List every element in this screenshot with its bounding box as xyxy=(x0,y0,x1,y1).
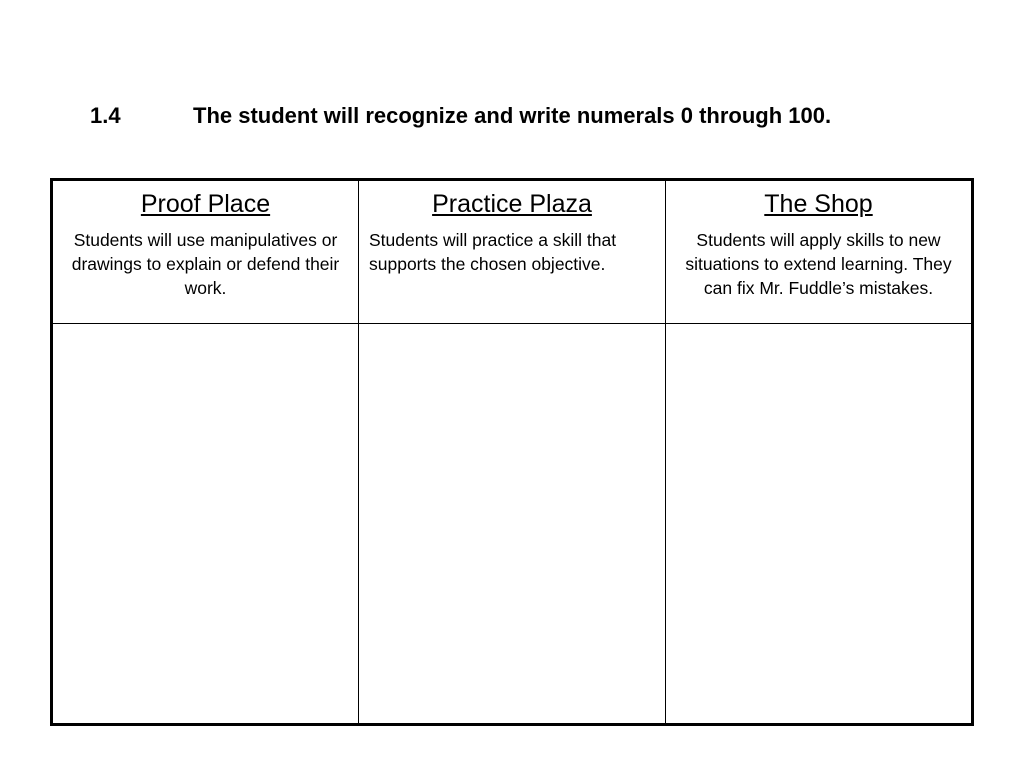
column-header-proof-place xyxy=(52,180,359,324)
empty-cell-proof-place xyxy=(52,324,359,725)
empty-cell-the-shop xyxy=(666,324,973,725)
column-title-proof-place: Proof Place xyxy=(140,190,271,218)
objective-text: The student will recognize and write numerals 0 through 100. xyxy=(193,103,832,128)
column-title-practice-plaza: Practice Plaza xyxy=(432,190,592,218)
table-header-row xyxy=(52,180,973,324)
column-header-the-shop xyxy=(666,180,973,324)
objective-number: 1.4 xyxy=(90,103,121,128)
column-header-practice-plaza xyxy=(359,180,666,324)
table-body-row xyxy=(52,324,973,725)
column-title-the-shop: The Shop xyxy=(764,190,873,218)
column-description-the-shop: Students will apply skills to new situations to extend learning. They can fix Mr. Fuddle’s mistakes. xyxy=(685,230,952,298)
empty-cell-practice-plaza xyxy=(359,324,666,725)
column-description-proof-place: Students will use manipulatives or drawings to explain or defend their work. xyxy=(71,230,340,298)
column-description-practice-plaza: Students will practice a skill that supports the chosen objective. xyxy=(369,230,617,274)
slide-title xyxy=(90,101,831,131)
learning-centers-table xyxy=(50,178,974,726)
